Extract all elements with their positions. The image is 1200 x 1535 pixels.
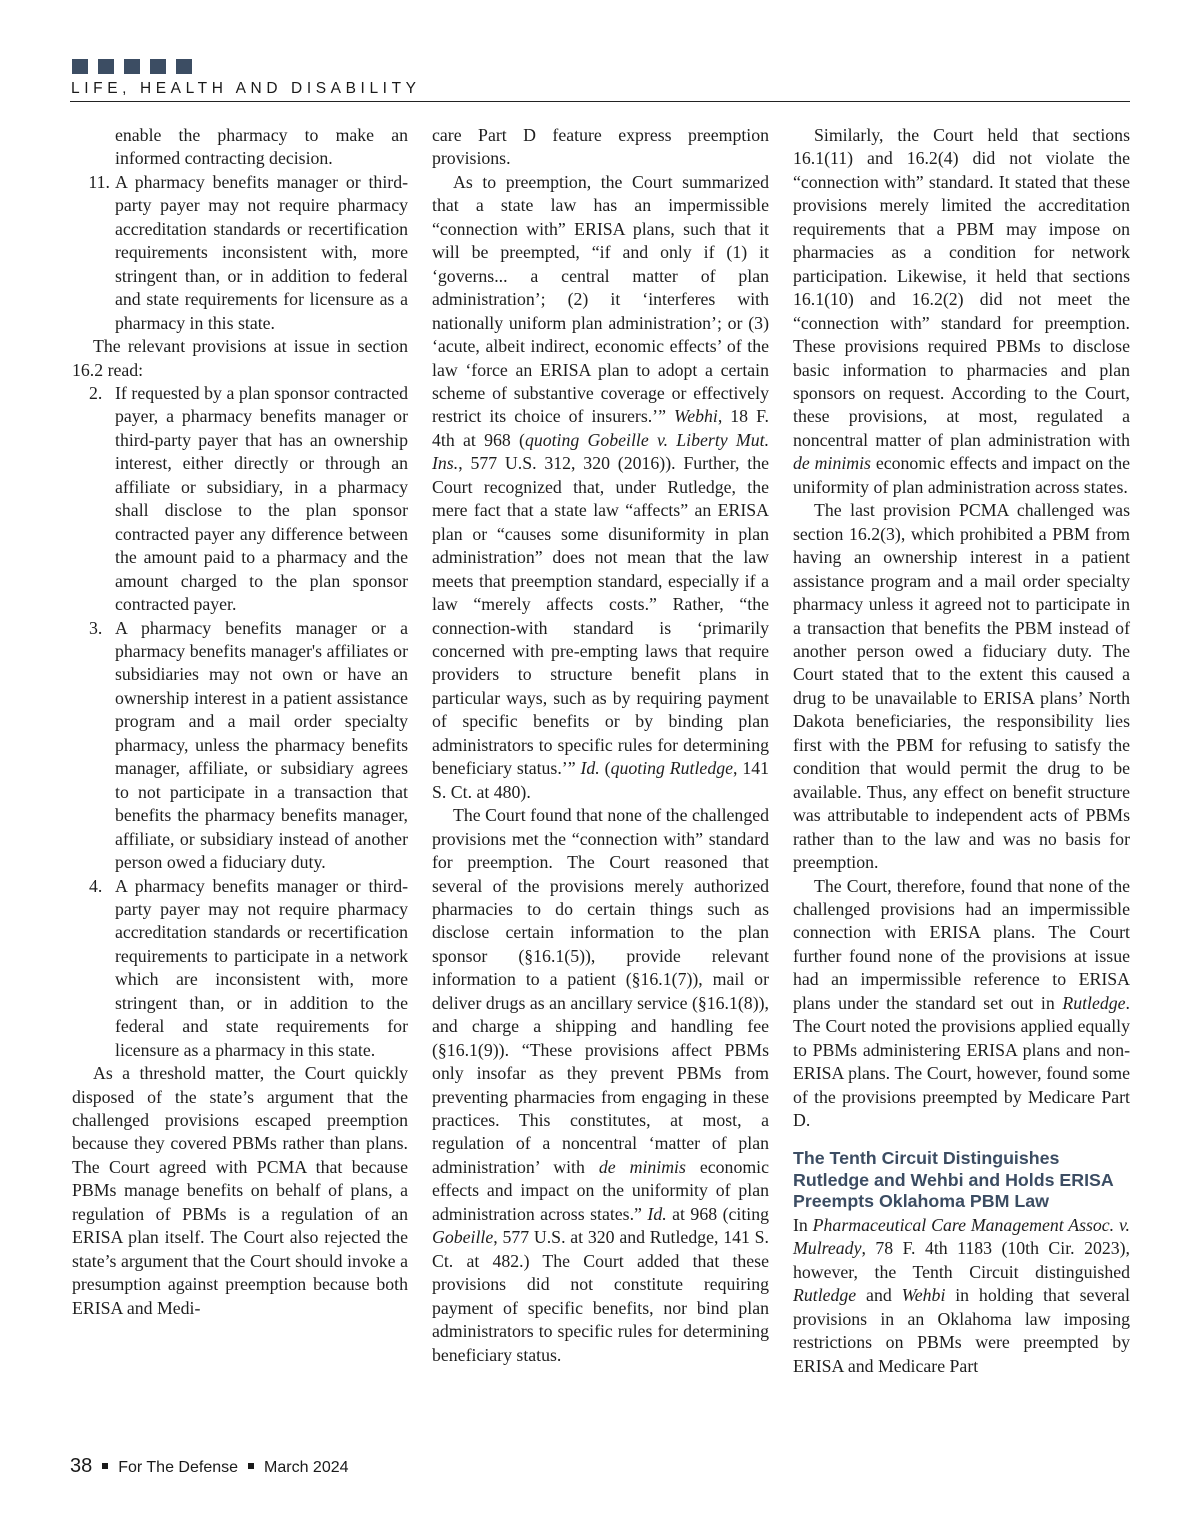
paragraph	[432, 804, 769, 1367]
header-square	[176, 59, 192, 74]
case-citation: Wehbi	[901, 1285, 946, 1306]
text-run: , 18 F. 4th at 968 (	[432, 406, 769, 450]
list-item-11	[72, 171, 408, 335]
list-item-3	[72, 617, 408, 875]
italic-term: de minimis	[598, 1156, 686, 1177]
text-run: , 141 S. Ct. at 480).	[432, 758, 769, 802]
case-citation: Rutledge	[1062, 992, 1126, 1013]
paragraph: As a threshold matter, the Court quickly disposed of the state’s argument that the challenged provisions escaped preemption because they covered PBMs rather than plans. The Court agreed with PCMA that because PBMs manage benefits on behalf of plans, a regulation of PBMs is a regulation of an ERISA plan itself. The Court also rejected the state’s argument that the Court should invoke a presumption against preemption because both ERISA and Medi-	[72, 1063, 408, 1318]
header-square	[98, 59, 114, 74]
column-2	[432, 124, 769, 1367]
paragraph: The relevant provisions at issue in section 16.2 read:	[72, 336, 408, 380]
case-citation: Id.	[580, 758, 600, 779]
text-run: at 968 (citing	[666, 1203, 769, 1224]
bullet-separator	[248, 1463, 254, 1469]
list-number: 11.	[88, 171, 110, 192]
case-citation: Gobeille	[432, 1227, 494, 1248]
paragraph	[793, 875, 1130, 1133]
case-citation: quoting Rutledge	[610, 758, 733, 779]
text-run: The Court, therefore, found that none of the challenged provisions had an impermissible connection with ERISA plans. The Court further found none of the provisions at issue had an impermissible reference to ERISA plans under the standard set out in	[793, 875, 1130, 1013]
list-text: If requested by a plan sponsor contracted payer, a pharmacy benefits manager or third-party payer that has an ownership interest, either directly or through an affiliate or subsidiary, in a pharmacy shall disclose to the plan sponsor contracted payer any difference between the amount paid to a pharmacy and the amount charged to the plan sponsor contracted payer.	[115, 382, 408, 615]
section-label: LIFE, HEALTH AND DISABILITY	[71, 80, 421, 97]
case-citation: Rutledge	[793, 1285, 857, 1306]
case-citation: Pharmaceutical Care Management Assoc. v. Mulready	[793, 1214, 1130, 1259]
page-footer	[70, 1455, 349, 1478]
header-rule	[70, 101, 1130, 102]
case-citation: Webhi	[674, 406, 718, 427]
list-number: 2.	[89, 382, 103, 403]
text-run: (	[599, 758, 611, 779]
issue-date: March 2024	[264, 1459, 349, 1476]
paragraph-continuation: care Part D feature express preemption provisions.	[432, 125, 769, 169]
text-run: , 577 U.S. 312, 320 (2016)). Further, the Court recognized that, under Rutledge, the mere fact that a state law “affects” an ERISA plan or “causes some disuniformity in plan administration” does not mean that the law meets that preemption standard, especially if a law “merely affects costs.” Rather, “the connection-with standard is ‘primarily concerned with pre-empting laws that require providers to structure benefit plans in particular ways, such as by requiring payment of specific benefits or by binding plan administrators to specific rules for determining beneficiary status.’”	[432, 453, 769, 779]
list-text: A pharmacy benefits manager or a pharmacy benefits manager's affiliates or subsidiaries may not own or have an ownership interest in a patient assistance program and a mail order specialty pharmacy, unless the pharmacy benefits manager, affiliate, or subsidiary agrees to not participate in a transaction that benefits the pharmacy benefits manager, affiliate, or subsidiary instead of another person owed a fiduciary duty.	[115, 617, 408, 873]
text-run: economic effects and impact on the uniformity of plan administration across states.”	[432, 1156, 769, 1224]
list-text: A pharmacy benefits manager or third-party payer may not require pharmacy accreditation standards or recertification requirements to participate in a network which are inconsistent with, more stringent than, or in addition to the federal and state requirements for licensure as a pharmacy in this state.	[115, 875, 408, 1060]
column-3	[793, 124, 1130, 1378]
header-square	[124, 59, 140, 74]
header-square	[72, 59, 88, 74]
text-run: economic effects and impact on the uniformity of plan administration across states.	[793, 453, 1130, 497]
column-1	[72, 124, 408, 1320]
text-run: In	[793, 1214, 813, 1235]
header-squares	[72, 59, 192, 74]
paragraph	[793, 124, 1130, 499]
text-run: . The Court noted the provisions applied equally to PBMs administering ERISA plans and non-ERISA plans. The Court, however, found some of the provisions preempted by Medicare Part D.	[793, 992, 1130, 1131]
paragraph	[432, 171, 769, 804]
paragraph: The last provision PCMA challenged was section 16.2(3), which prohibited a PBM from having an ownership interest in a patient assistance program and a mail order specialty pharmacy unless it agreed not to participate in a transaction that benefits the PBM instead of another person owed a fiduciary duty. The Court stated that to the extent this caused a drug to be unavailable to ERISA plans’ North Dakota beneficiaries, the responsibility lies first with the PBM for refusing to satisfy the condition that would permit the drug to be available. Thus, any effect on benefit structure was attributable to independent acts of PBMs rather than to the law and was no basis for preemption.	[793, 500, 1130, 873]
paragraph	[793, 1214, 1130, 1378]
header-square	[150, 59, 166, 74]
list-number: 4.	[89, 875, 103, 896]
text-run: , 78 F. 4th 1183 (10th Cir. 2023), however, the Tenth Circuit distinguished	[793, 1238, 1130, 1282]
italic-term: de minimis	[793, 453, 871, 474]
page-number: 38	[70, 1455, 93, 1477]
text-run: The Court found that none of the challenged provisions met the “connection with” standard for preemption. The Court reasoned that several of the provisions merely authorized pharmacies to do certain things such as disclose certain information to the plan sponsor (§16.1(5)), provide relevant information to a patient (§16.1(7)), mail or deliver drugs as an ancillary service (§16.1(8)), and charge a shipping and handling fee (§16.1(9)). “These provisions affect PBMs only insofar as they prevent PBMs from preventing pharmacies from engaging in these practices. This constitutes, at most, a regulation of a noncentral ‘matter of plan administration’ with	[432, 805, 769, 1177]
text-run: in holding that several provisions in an Oklahoma law imposing restrictions on PBMs were preempted by ERISA and Medicare Part	[793, 1285, 1130, 1376]
list-item-4	[72, 875, 408, 1063]
list-text: A pharmacy benefits manager or third-party payer may not require pharmacy accreditation standards or recertification requirements inconsistent with, more stringent than, or in addition to federal and state requirements for licensure as a pharmacy in this state.	[115, 171, 408, 333]
case-citation: Id.	[647, 1203, 667, 1224]
text-run: and	[856, 1285, 902, 1306]
bullet-separator	[102, 1463, 108, 1469]
list-item-continuation: enable the pharmacy to make an informed contracting decision.	[115, 125, 408, 169]
text-run: , 577 U.S. at 320 and Rutledge, 141 S. Ct. at 482.) The Court added that these provisions did not constitute requiring payment of specific benefits, nor bind plan administrators to specific rules for determining beneficiary status.	[432, 1227, 769, 1365]
publication-name: For The Defense	[118, 1459, 239, 1476]
case-citation: quoting Gobeille v. Liberty Mut. Ins.	[432, 429, 770, 474]
text-run: As to preemption, the Court summarized that a state law has an impermissible “connection with” ERISA plans, such that it will be preempted, “if and only if (1) it ‘governs... a central matter of plan administration’; (2) it ‘interferes with nationally uniform plan administration’; or (3) ‘acute, albeit indirect, economic effects’ of the law ‘force an ERISA plan to adopt a certain scheme of substantive coverage or effectively restrict its choice of insurers.’”	[432, 171, 769, 427]
text-run: Similarly, the Court held that sections 16.1(11) and 16.2(4) did not violate the “connection with” standard. It stated that these provisions merely limited the accreditation requirements that a PBM may impose on pharmacies as a condition for network participation. Likewise, it held that sections 16.1(10) and 16.2(2) did not meet the “connection with” standard for preemption. These provisions required PBMs to disclose basic information to pharmacies and plan sponsors on request. According to the Court, these provisions, at most, regulated a noncentral matter of plan administration with	[793, 125, 1130, 450]
list-number: 3.	[89, 617, 103, 638]
section-heading: The Tenth Circuit Distinguishes Rutledge and Wehbi and Holds ERISA Preempts Oklahoma PBM Law	[793, 1148, 1114, 1212]
list-item-2	[72, 382, 408, 617]
